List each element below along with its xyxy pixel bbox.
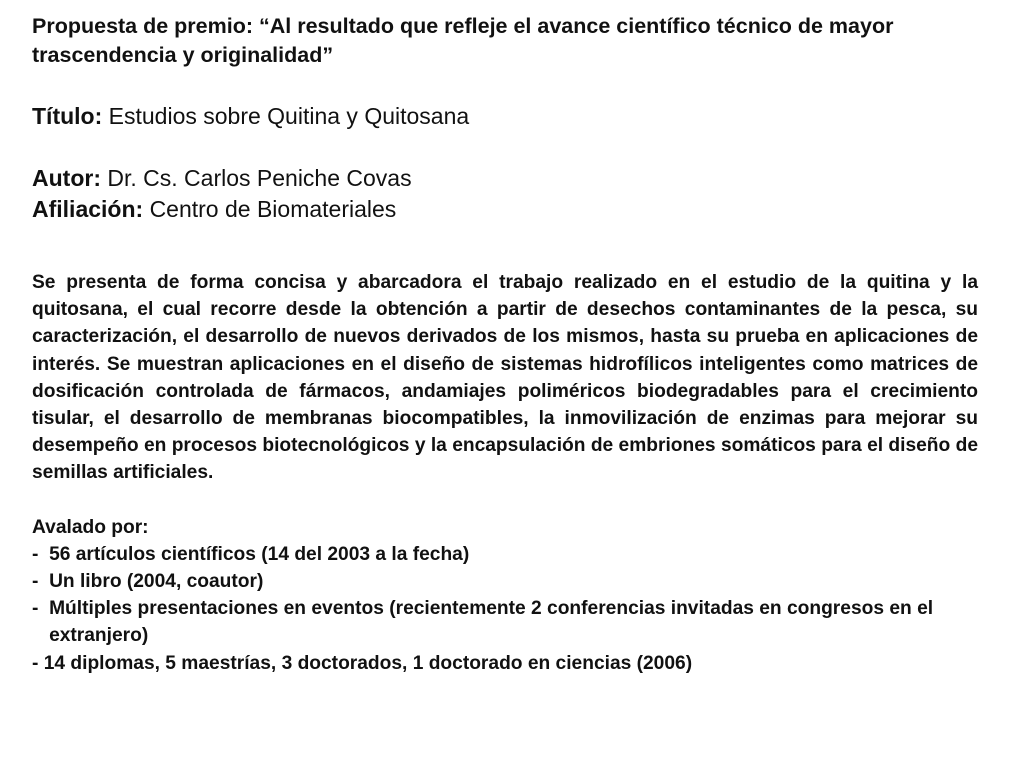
summary-paragraph: Se presenta de forma concisa y abarcadora el trabajo realizado en el estudio de la quitina y la quitosana, el cual recorre desde la obtención a partir de desechos contaminantes de la pesca, su caracterización, el desarrollo de nuevos derivados de los mismos, hasta su prueba en aplicaciones de interés. Se muestran aplicaciones en el diseño de sistemas hidrofílicos inteligentes como matrices de dosificación controlada de fármacos, andamiajes poliméricos biodegradables para el crecimiento tisular, el desarrollo de membranas biocompatibles, la inmovilización de enzimas para mejorar su desempeño en procesos biotecnológicos y la encapsulación de embriones somáticos para el diseño de semillas artificiales. — [32, 272, 978, 484]
list-item — [32, 595, 978, 649]
proposal-heading: Propuesta de premio: “Al resultado que refleje el avance científico técnico de mayor trascendencia y originalidad” — [32, 14, 894, 67]
endorsement-section — [32, 514, 978, 677]
author-line — [32, 163, 978, 194]
endorsement-list — [32, 541, 978, 677]
title-value: Estudios sobre Quitina y Quitosana — [108, 103, 470, 129]
affiliation-line — [32, 194, 978, 225]
list-item — [32, 650, 978, 677]
author-label: Autor: — [32, 165, 101, 191]
list-dash: - — [32, 598, 50, 620]
affiliation-label: Afiliación: — [32, 196, 144, 222]
list-item — [32, 568, 978, 595]
list-dash: - — [32, 543, 50, 565]
list-dash: - — [32, 652, 44, 674]
endorsement-title: Avalado por: — [32, 516, 149, 538]
affiliation-value: Centro de Biomateriales — [149, 196, 397, 222]
list-item-text: Múltiples presentaciones en eventos (recientemente 2 conferencias invitadas en congresos en el extranjero) — [49, 598, 934, 647]
list-dash: - — [32, 571, 50, 593]
list-item-text: 56 artículos científicos (14 del 2003 a la fecha) — [49, 543, 470, 565]
author-value: Dr. Cs. Carlos Peniche Covas — [107, 165, 412, 191]
list-item-text: 14 diplomas, 5 maestrías, 3 doctorados, 1 doctorado en ciencias (2006) — [43, 652, 693, 674]
list-item-text: Un libro (2004, coautor) — [49, 571, 264, 593]
title-line — [32, 101, 978, 132]
list-item — [32, 541, 978, 568]
title-label: Título: — [32, 103, 103, 129]
